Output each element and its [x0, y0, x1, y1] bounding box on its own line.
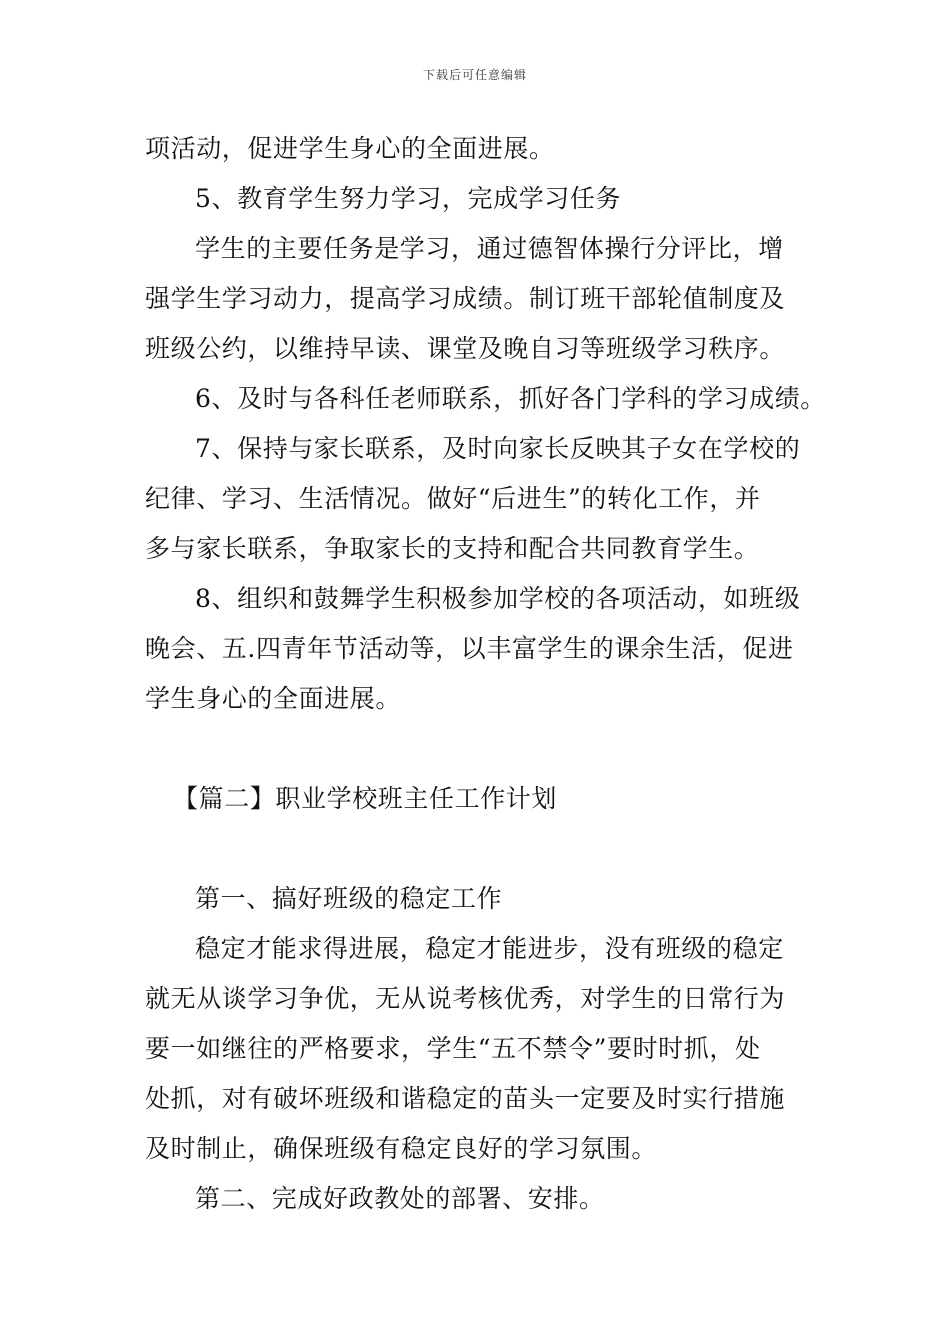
page-header-note: 下载后可任意编辑: [422, 68, 527, 82]
blank-line: [145, 724, 813, 774]
paragraph-line: 要一如继往的严格要求，学生“五不禁令”要时时抓，处: [145, 1034, 761, 1063]
paragraph-line: 及时制止，确保班级有稳定良好的学习氛围。: [145, 1134, 658, 1163]
paragraph-line: 多与家长联系，争取家长的支持和配合共同教育学生。: [145, 534, 760, 563]
paragraph-line: 强学生学习动力，提高学习成绩。制订班干部轮值制度及: [145, 284, 786, 313]
paragraph-line: 学生身心的全面进展。: [145, 684, 402, 713]
blank-line: [145, 824, 813, 874]
paragraph-line: 学生的主要任务是学习，通过德智体操行分评比，增: [195, 234, 784, 263]
paragraph-line: 第一、搞好班级的稳定工作: [195, 884, 503, 913]
paragraph-line: 班级公约，以维持早读、课堂及晚自习等班级学习秩序。: [145, 334, 786, 363]
paragraph-line: 项活动，促进学生身心的全面进展。: [145, 134, 555, 163]
paragraph-line: 纪律、学习、生活情况。做好“后进生”的转化工作，并: [145, 484, 761, 513]
paragraph-line: 5、教育学生努力学习，完成学习任务: [195, 184, 622, 213]
paragraph-line: 6、及时与各科任老师联系，抓好各门学科的学习成绩。: [195, 384, 826, 413]
paragraph-line: 7、保持与家长联系，及时向家长反映其子女在学校的: [195, 434, 801, 463]
paragraph-line: 8、组织和鼓舞学生积极参加学校的各项活动，如班级: [195, 584, 801, 613]
document-body: [145, 124, 826, 1224]
section-heading: 【篇二】职业学校班主任工作计划: [173, 784, 558, 813]
paragraph-line: 稳定才能求得进展，稳定才能进步，没有班级的稳定: [195, 934, 784, 963]
paragraph-line: 处抓，对有破坏班级和谐稳定的苗头一定要及时实行措施: [145, 1084, 786, 1113]
paragraph-line: 第二、完成好政教处的部署、安排。: [195, 1184, 605, 1213]
paragraph-line: 晚会、五.四青年节活动等，以丰富学生的课余生活，促进: [145, 634, 794, 663]
paragraph-line: 就无从谈学习争优，无从说考核优秀，对学生的日常行为: [145, 984, 786, 1013]
